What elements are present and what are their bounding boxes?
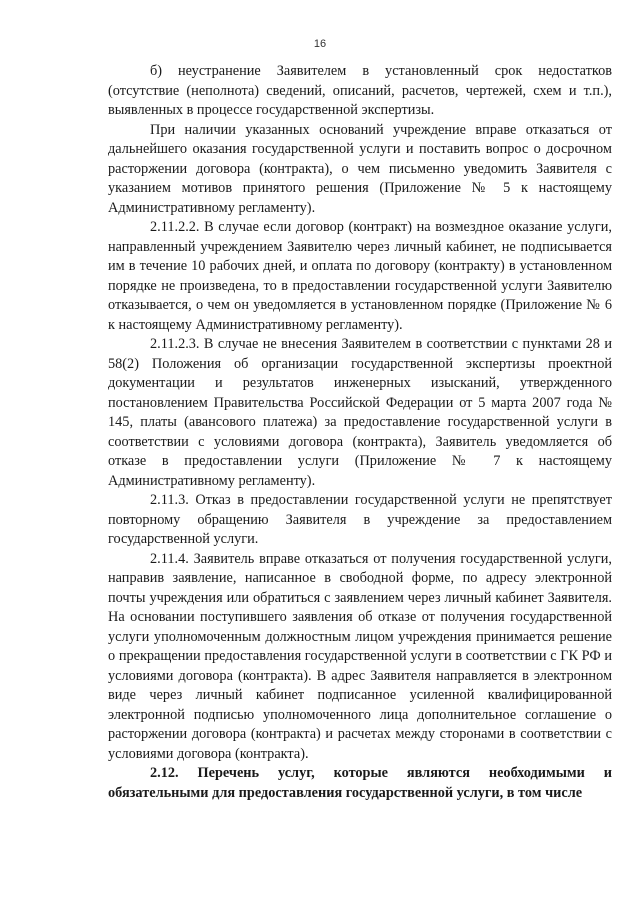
paragraph-item-b: б) неустранение Заявителем в установленный срок недостатков (отсутствие (неполнота) сведений, описаний, расчетов, чертежей, схем и т.п.), выявленных в процессе государственной экспертизы. xyxy=(108,63,612,118)
paragraph-2-11-4: 2.11.4. Заявитель вправе отказаться от получения государственной услуги, направив заявление, написанное в свободной форме, по адресу электронной почты учреждения или обратиться с заявлением через личный кабинет Заявителя. На основании поступившего заявления об отказе от получения государственной услуги уполномоченным должностным лицом учреждения принимается решение о прекращении предоставления государственной услуги в соответствии с ГК РФ и условиями договора (контракта). В адрес Заявителя направляется в электронном виде через личный кабинет подписанное усиленной квалифицированной электронной подписью уполномоченного лица дополнительное соглашение о расторжении договора (контракта) и расчетах между сторонами в соответствии с условиями договора (контракта). xyxy=(108,550,612,762)
page-number: 16 xyxy=(313,38,327,50)
paragraph-2-11-2-3: 2.11.2.3. В случае не внесения Заявителем в соответствии с пунктами 28 и 58(2) Положения об организации государственной экспертизы проектной документации и результатов инженерных изысканий, утвержденного постановлением Правительства Российской Федерации от 5 марта 2007 года № 145, платы (авансового платежа) за предоставление государственной услуги в соответствии с условиями договора (контракта), Заявитель уведомляется об отказе в предоставлении услуги (Приложение № 7 к настоящему Административному регламенту). xyxy=(108,336,612,489)
paragraph-2-11-2-2: 2.11.2.2. В случае если договор (контракт) на возмездное оказание услуги, направленный учреждением Заявителю через личный кабинет, не подписывается им в течение 10 рабочих дней, и оплата по договору (контракту) в установленном порядке не произведена, то в предоставлении государственной услуги Заявителю отказывается, о чем он уведомляется в установленном порядке (Приложение № 6 к настоящему Административному регламенту). xyxy=(108,219,612,333)
section-heading-2-12: 2.12. Перечень услуг, которые являются необходимыми и обязательными для предоставления государственной услуги, в том числе xyxy=(108,765,612,801)
paragraph-refusal-grounds: При наличии указанных оснований учреждение вправе отказаться от дальнейшего оказания государственной услуги и поставить вопрос о досрочном расторжении договора (контракта), о чем письменно уведомить Заявителя с указанием мотивов принятого решения (Приложение № 5 к настоящему Административному регламенту). xyxy=(108,121,612,216)
paragraph-2-11-3: 2.11.3. Отказ в предоставлении государственной услуги не препятствует повторному обращению Заявителя в учреждение за предоставлением государственной услуги. xyxy=(108,492,612,547)
document-body xyxy=(108,62,612,803)
